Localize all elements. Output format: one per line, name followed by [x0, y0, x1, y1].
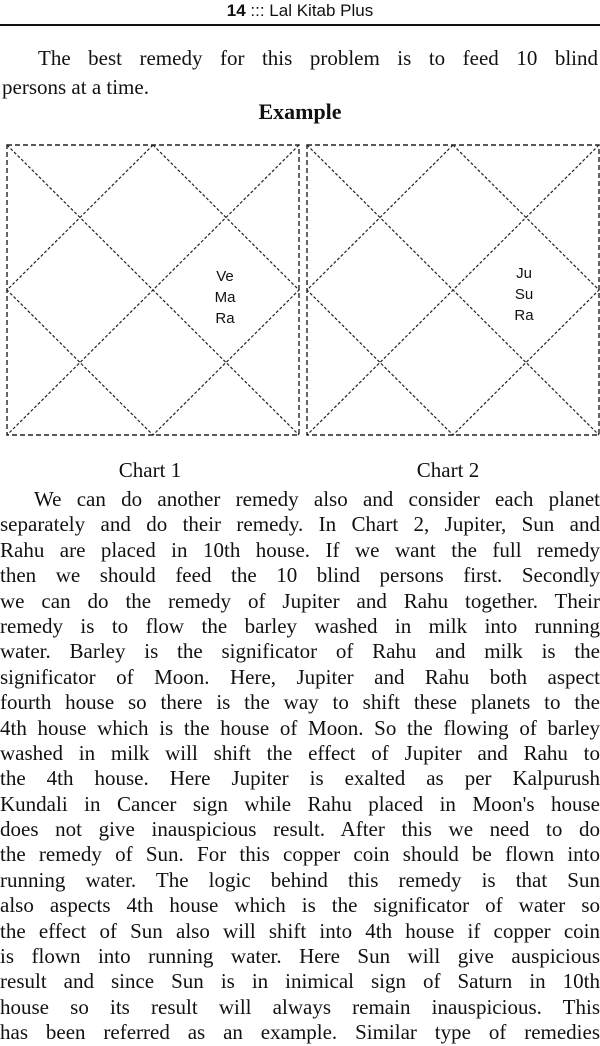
planet-label: Ve	[216, 268, 234, 285]
planet-label: Ju	[516, 265, 532, 282]
body-line: house so its result will always remain inauspicious. This	[0, 994, 600, 1019]
body-line: the 4th house. Here Jupiter is exalted as per Kalpurush	[0, 766, 600, 791]
intro-paragraph	[2, 44, 598, 102]
body-line: separately and do their remedy. In Chart 2, Jupiter, Sun and	[0, 512, 600, 537]
page-header	[0, 0, 600, 22]
body-line: running water. The logic behind this remedy is that Sun	[0, 867, 600, 892]
intro-line: persons at a time.	[2, 75, 149, 99]
body-line: the remedy of Sun. For this copper coin should be flown into	[0, 842, 600, 867]
body-line: is flown into running water. Here Sun will give auspicious	[0, 944, 600, 969]
body-line: remedy is to flow the barley washed in milk into running	[0, 613, 600, 638]
body-line: then we should feed the 10 blind persons first. Secondly	[0, 563, 600, 588]
chart-1-label: Chart 1	[118, 458, 182, 482]
body-line: Kundali in Cancer sign while Rahu placed in Moon's house	[0, 791, 600, 816]
example-heading: Example	[258, 99, 342, 124]
body-line: significator of Moon. Here, Jupiter and Rahu both aspect	[0, 664, 600, 689]
planet-label: Ma	[214, 289, 236, 306]
chart-1	[6, 144, 300, 436]
body-line: washed in milk will shift the effect of Jupiter and Rahu to	[0, 740, 600, 765]
body-line: water. Barley is the significator of Rahu and milk is the	[0, 639, 600, 664]
planet-label: Su	[514, 286, 534, 303]
body-line: We can do another remedy also and consider each planet	[34, 487, 600, 511]
chart-2-label: Chart 2	[416, 458, 480, 482]
chart-1-planets	[205, 266, 245, 329]
page-number: 14	[226, 1, 246, 20]
body-line: we can do the remedy of Jupiter and Rahu together. Their	[0, 588, 600, 613]
body-line: fourth house so there is the way to shift these planets to the	[0, 690, 600, 715]
body-line: result and since Sun is in inimical sign of Saturn in 10th	[0, 969, 600, 994]
chart-2-planets	[504, 263, 544, 326]
body-line: also aspects 4th house which is the significator of water so	[0, 893, 600, 918]
chart-1-diagram	[6, 144, 300, 436]
planet-label: Ra	[215, 310, 235, 327]
intro-line: The best remedy for this problem is to feed 10 blind	[38, 46, 598, 70]
chart-2	[306, 144, 600, 436]
body-paragraph	[0, 487, 600, 1046]
header-separator: :::	[250, 1, 265, 20]
chart-2-diagram	[306, 144, 600, 436]
header-rule	[0, 24, 600, 26]
body-line: does not give inauspicious result. After this we need to do	[0, 817, 600, 842]
body-line: has been referred as an example. Similar type of remedies	[0, 1020, 600, 1045]
book-title: Lal Kitab Plus	[269, 1, 374, 20]
planet-label: Ra	[514, 307, 534, 324]
body-line: Rahu are placed in 10th house. If we want the full remedy	[0, 537, 600, 562]
body-line: 4th house which is the house of Moon. So the flowing of barley	[0, 715, 600, 740]
body-line: the effect of Sun also will shift into 4th house if copper coin	[0, 918, 600, 943]
